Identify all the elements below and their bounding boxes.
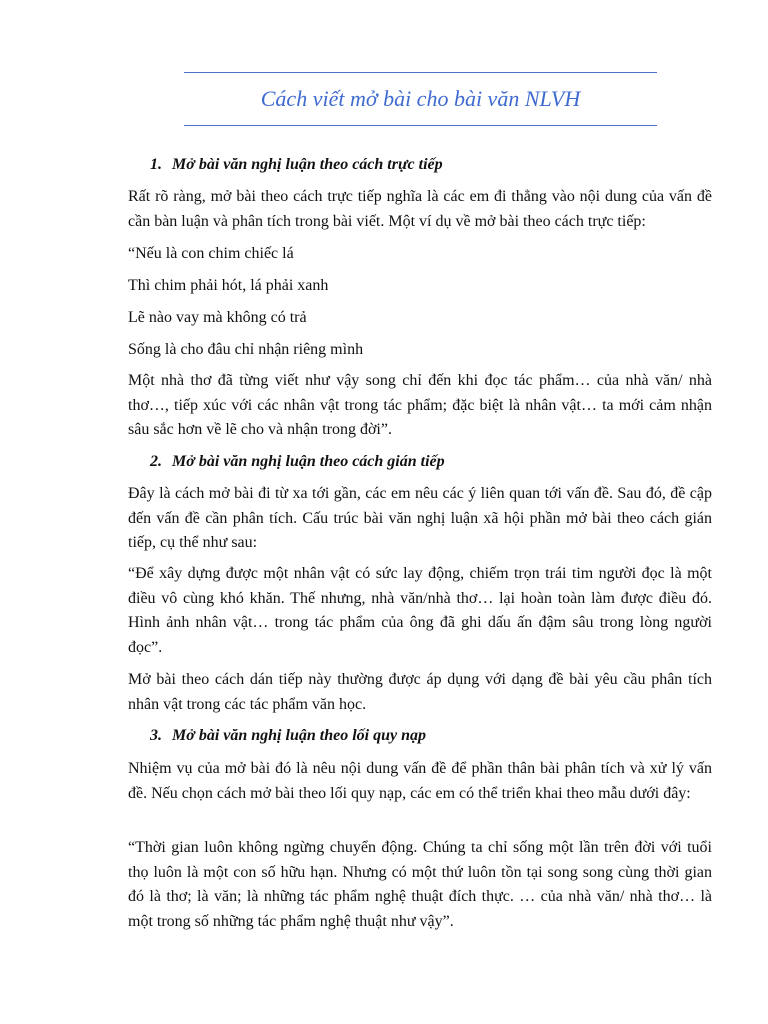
poem-line: Sống là cho đâu chỉ nhận riêng mình xyxy=(128,341,364,358)
section-number: 1. xyxy=(150,156,162,173)
paragraph: Đây là cách mở bài đi từ xa tới gần, các em nêu các ý liên quan tới vấn đề. Sau đó, đề cập đến vấn đề cần phân tích. Cấu trúc bài văn nghị luận xã hội phần mở bài theo cách gián tiếp, cụ thể như sau: xyxy=(128,485,712,551)
section-heading-text: Mở bài văn nghị luận theo cách gián tiếp xyxy=(172,453,445,470)
paragraph: Rất rõ ràng, mở bài theo cách trực tiếp nghĩa là các em đi thẳng vào nội dung của vấn đề cần bàn luận và phân tích trong bài viết. Một ví dụ về mở bài theo cách trực tiếp: xyxy=(128,188,712,230)
paragraph: Nhiệm vụ của mở bài đó là nêu nội dung vấn đề để phần thân bài phân tích và xử lý vấn đề. Nếu chọn cách mở bài theo lối quy nạp, các em có thể triển khai theo mẫu dưới đây: xyxy=(128,760,712,802)
section-heading-1 xyxy=(150,155,443,175)
paragraph: “Thời gian luôn không ngừng chuyển động. Chúng ta chỉ sống một lần trên đời với tuổi thọ luôn là một con số hữu hạn. Nhưng có một thứ luôn tồn tại song song cùng thời gian đó là thơ; là văn; là những tác phẩm nghệ thuật đích thực. … của nhà văn/ nhà thơ… là một trong số những tác phẩm nghệ thuật như vậy”. xyxy=(128,839,712,930)
page-title: Cách viết mở bài cho bài văn NLVH xyxy=(260,86,581,111)
section-number: 2. xyxy=(150,453,162,470)
section-heading-3 xyxy=(150,726,426,746)
section-number: 3. xyxy=(150,727,162,744)
poem-line: Lẽ nào vay mà không có trả xyxy=(128,309,307,326)
section-heading-text: Mở bài văn nghị luận theo cách trực tiếp xyxy=(172,156,443,173)
paragraph: Một nhà thơ đã từng viết như vậy song chỉ đến khi đọc tác phẩm… của nhà văn/ nhà thơ…, tiếp xúc với các nhân vật trong tác phẩm; đặc biệt là nhân vật… ta mới cảm nhận sâu sắc hơn về lẽ cho và nhận trong đời”. xyxy=(128,372,712,438)
section-heading-text: Mở bài văn nghị luận theo lối quy nạp xyxy=(172,727,426,744)
poem-line: Thì chim phải hót, lá phải xanh xyxy=(128,277,329,294)
title-block xyxy=(184,72,657,126)
paragraph: “Để xây dựng được một nhân vật có sức lay động, chiếm trọn trái tim người đọc là một điều vô cùng khó khăn. Thế nhưng, nhà văn/nhà thơ… lại hoàn toàn làm được điều đó. Hình ảnh nhân vật… trong tác phẩm của ông đã ghi dấu ấn đậm sâu trong lòng người đọc”. xyxy=(128,565,712,656)
paragraph: Mở bài theo cách dán tiếp này thường được áp dụng với dạng đề bài yêu cầu phân tích nhân vật trong các tác phẩm văn học. xyxy=(128,671,712,713)
section-heading-2 xyxy=(150,452,445,472)
poem-line: “Nếu là con chim chiếc lá xyxy=(128,245,294,262)
